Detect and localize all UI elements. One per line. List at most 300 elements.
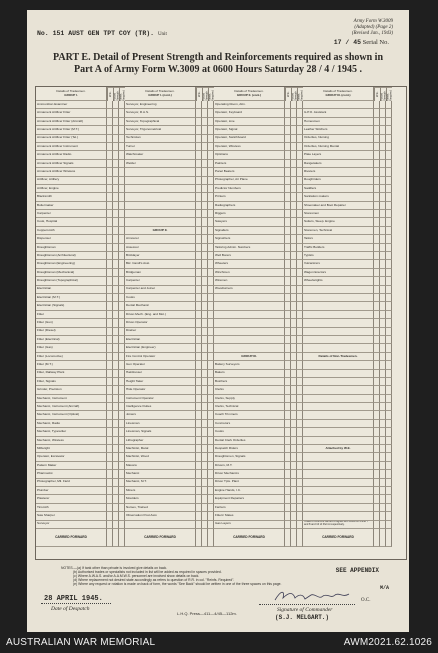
see-appendix: SEE APPENDIX bbox=[335, 567, 379, 574]
trade-cell: Gas Layers bbox=[214, 521, 285, 529]
trade-cell bbox=[125, 218, 196, 226]
trade-cell: Cooks bbox=[214, 428, 285, 436]
notes bbox=[61, 566, 361, 586]
trade-cell: Height Taker bbox=[125, 378, 196, 386]
trade-cell: Leather Stitchers bbox=[303, 126, 374, 134]
trade-cell: Masons bbox=[125, 462, 196, 470]
value-cell bbox=[386, 386, 392, 394]
trade-cell: Boilermaker bbox=[36, 202, 107, 210]
serial-value: 17 / 45 bbox=[333, 39, 362, 46]
trade-cell: Armament Artificer Wireless bbox=[36, 168, 107, 176]
trade-cell: Observation Post Asst. bbox=[125, 512, 196, 520]
header-label: Details of Tradesmen. bbox=[56, 89, 86, 94]
trade-cell: Orderlies, Nursing Mental bbox=[303, 143, 374, 151]
trade-cell: Draughtsman (Mechanical) bbox=[36, 269, 107, 277]
trade-cell bbox=[214, 344, 285, 352]
value-cell bbox=[386, 453, 392, 461]
value-cell bbox=[386, 529, 392, 547]
trade-cell: Millwright bbox=[36, 445, 107, 453]
trade-cell: Electrician (Engineer) bbox=[125, 344, 196, 352]
trade-cell bbox=[214, 328, 285, 336]
despatch-line bbox=[41, 603, 111, 604]
trade-cell: Fitters' Mates bbox=[214, 512, 285, 520]
trade-cell: Artificer, Artillery bbox=[36, 177, 107, 185]
title-line: Part A of Army Form W.3009 at 0600 Hours Saturday 28 / 4 / 1945 . bbox=[73, 64, 363, 75]
trade-cell bbox=[214, 319, 285, 327]
trade-cell: Fitter (M.T.) bbox=[36, 361, 107, 369]
value-cell bbox=[386, 403, 392, 411]
trade-cell: Drivers, M.T. bbox=[214, 462, 285, 470]
trade-cell: Dental Clerk Orderlies bbox=[214, 437, 285, 445]
trade-cell: Mechanic bbox=[125, 470, 196, 478]
trade-cell: Fitter (Electrical) bbox=[36, 336, 107, 344]
trade-cell bbox=[303, 361, 374, 369]
trade-cell: Artificer, Engine bbox=[36, 185, 107, 193]
form-page bbox=[27, 10, 409, 632]
trade-cell: Tinsmith bbox=[36, 504, 107, 512]
form-ref-line: (Adapted) (Page 2) bbox=[354, 25, 393, 30]
trade-cell: Armourer bbox=[125, 235, 196, 243]
trade-cell: Butchers bbox=[214, 378, 285, 386]
trade-cell: Painters bbox=[214, 160, 285, 168]
trade-cell: Bridgeman bbox=[125, 269, 196, 277]
carried-forward: CARRIED FORWARD bbox=[214, 529, 285, 547]
trade-cell: Rangetakers bbox=[303, 160, 374, 168]
trade-cell: Technician bbox=[125, 135, 196, 143]
trade-cell: Surveyor, Engineering bbox=[125, 101, 196, 109]
trade-cell: Operator, Keyboard bbox=[214, 109, 285, 117]
trade-cell bbox=[303, 395, 374, 403]
trade-cell bbox=[303, 336, 374, 344]
trade-cell: Driver Mechanics bbox=[214, 470, 285, 478]
trade-cell bbox=[125, 210, 196, 218]
value-cell bbox=[386, 311, 392, 319]
value-cell bbox=[386, 210, 392, 218]
trade-cell bbox=[303, 344, 374, 352]
trade-cell: Armament Artificer Fitter (Aircraft) bbox=[36, 118, 107, 126]
signature-label: Signature of Commander bbox=[277, 607, 333, 613]
trade-cell: G.P.O. Assistant bbox=[303, 109, 374, 117]
trade-cell: Concretors bbox=[214, 420, 285, 428]
sub-header: W.E. bbox=[285, 87, 291, 101]
trade-cell bbox=[125, 193, 196, 201]
value-cell bbox=[386, 101, 392, 109]
trade-cell: Coppersmith bbox=[36, 227, 107, 235]
trade-cell: Mechanic, Radio bbox=[36, 420, 107, 428]
value-cell bbox=[386, 344, 392, 352]
value-cell bbox=[386, 521, 392, 529]
trade-cell bbox=[125, 177, 196, 185]
trade-cell: Operating Room, Attn. bbox=[214, 101, 285, 109]
trade-cell: Electrician bbox=[125, 336, 196, 344]
value-cell bbox=[386, 151, 392, 159]
trade-cell: Electrician (M.T.) bbox=[36, 294, 107, 302]
trade-cell bbox=[303, 512, 374, 520]
page-title bbox=[39, 52, 397, 76]
trade-cell bbox=[303, 328, 374, 336]
note: (d) Where replacement not desired state accordingly as refers to question of R.R. in col. "Reinfs. Required". bbox=[73, 578, 235, 582]
trade-cell: Engine Hands, I.C. bbox=[214, 487, 285, 495]
trade-cell bbox=[303, 411, 374, 419]
trade-cell: Radiographers bbox=[214, 202, 285, 210]
trade-cell: Gun Operator bbox=[125, 361, 196, 369]
value-cell bbox=[386, 336, 392, 344]
trade-cell: Riggers bbox=[214, 210, 285, 218]
archive-id: AWM2021.62.1026 bbox=[343, 637, 432, 648]
trade-cell: Fitter, Signals bbox=[36, 378, 107, 386]
form-reference bbox=[303, 19, 393, 37]
trade-cell: GROUP III. bbox=[214, 353, 285, 361]
unit-suffix: Unit bbox=[157, 32, 167, 37]
trade-cell: Mechanic, Instrument (Aircraft) bbox=[36, 403, 107, 411]
trade-cell: Surveyor, R.A.S. bbox=[125, 109, 196, 117]
trade-cell: Totals of columns carried to agree with columns 4 and 7 and 8 and 10 of Part A respectively. bbox=[303, 521, 374, 529]
trade-cell: Vulcanizers bbox=[303, 260, 374, 268]
trade-cell: Mechanic, Typewriter bbox=[36, 428, 107, 436]
sub-header: Posted Strength. bbox=[380, 87, 386, 101]
trade-cell: Pattern Maker bbox=[36, 462, 107, 470]
sub-header: Posted Strength. bbox=[291, 87, 297, 101]
value-cell bbox=[386, 160, 392, 168]
note: (b) Authorised trades or specialists not included in list will be added as required in spaces provided. bbox=[73, 570, 222, 574]
trade-cell: Operator, Wireless bbox=[214, 143, 285, 151]
column-header bbox=[125, 87, 196, 101]
value-cell bbox=[386, 177, 392, 185]
trade-cell: Fitter (Gas) bbox=[36, 344, 107, 352]
trade-cell: Clerks, Technical bbox=[214, 403, 285, 411]
value-cell bbox=[386, 445, 392, 453]
trade-cell: Operator, Signal bbox=[214, 126, 285, 134]
header-label: Details of Tradesmen. bbox=[323, 89, 353, 94]
trade-cell: Plasterer bbox=[36, 495, 107, 503]
trade-cell: Driver-Mech. (Eng. and Mot.) bbox=[125, 311, 196, 319]
trade-cell: Signwriters bbox=[214, 235, 285, 243]
header-group: GROUP III. (cont.) bbox=[325, 92, 351, 97]
sub-header: W.E. bbox=[196, 87, 202, 101]
trade-cell: Carpenter and Joiner bbox=[125, 286, 196, 294]
sub-header: Posted Strength. bbox=[202, 87, 208, 101]
sub-header: W.E. bbox=[107, 87, 113, 101]
note: NOTES.—(a) If tank other than private is involved give details on back. bbox=[61, 566, 168, 570]
trade-cell: Operator, Line bbox=[214, 118, 285, 126]
value-cell bbox=[386, 328, 392, 336]
trade-cell bbox=[303, 487, 374, 495]
value-cell bbox=[386, 126, 392, 134]
trade-cell: Instrument Operator bbox=[125, 395, 196, 403]
trade-cell: Fitter (Locomotive) bbox=[36, 353, 107, 361]
trade-cell: Watchmaker bbox=[125, 151, 196, 159]
trade-cell: Mechanic, M.T. bbox=[125, 479, 196, 487]
handwritten-stamp: M/A bbox=[379, 585, 389, 591]
trade-cell: Pharmacist bbox=[36, 470, 107, 478]
trade-cell bbox=[303, 420, 374, 428]
value-cell bbox=[386, 185, 392, 193]
trade-cell: Clerks bbox=[214, 386, 285, 394]
trade-cell: Cooks bbox=[125, 294, 196, 302]
trade-cell: Joiners bbox=[125, 411, 196, 419]
trade-cell bbox=[214, 336, 285, 344]
trade-cell: Armament Artificer Fitter (M.T.) bbox=[36, 126, 107, 134]
trade-cell: Hide Operator bbox=[125, 386, 196, 394]
print-reference: L.H.Q. Press—411—4/45—112m. bbox=[177, 611, 237, 616]
trade-cell: Photographer, Air Plane bbox=[214, 177, 285, 185]
trade-cell: Carpenter bbox=[125, 277, 196, 285]
value-cell bbox=[386, 277, 392, 285]
sub-header: Reinfs. Required. bbox=[119, 87, 125, 101]
trade-cell: Linesman bbox=[125, 420, 196, 428]
trade-cell: Saddlers bbox=[303, 185, 374, 193]
header-group: GROUP I. bbox=[64, 92, 78, 97]
trade-cell: Homesmen bbox=[303, 118, 374, 126]
trade-cell bbox=[303, 311, 374, 319]
trade-cell: Fitter, Railway Plant bbox=[36, 370, 107, 378]
trade-cell: Welder bbox=[125, 160, 196, 168]
value-cell bbox=[386, 487, 392, 495]
trade-cell: Orderlies, Nursing bbox=[303, 135, 374, 143]
trade-cell: Plumber bbox=[36, 487, 107, 495]
trade-cell bbox=[303, 470, 374, 478]
trade-cell: Well Borers bbox=[214, 252, 285, 260]
value-cell bbox=[386, 286, 392, 294]
value-cell bbox=[386, 260, 392, 268]
trade-cell: Driver Tpts. Plant bbox=[214, 479, 285, 487]
trade-cell: Turner bbox=[125, 143, 196, 151]
trade-cell: Wagon Erectors bbox=[303, 269, 374, 277]
trade-cell: Battery Surveyors bbox=[214, 361, 285, 369]
trade-cell: Armament Artificer Fitter (Tel.) bbox=[36, 135, 107, 143]
value-cell bbox=[386, 370, 392, 378]
trade-cell bbox=[303, 378, 374, 386]
unit-value: 151 AUST GEN TPT COY (TR). bbox=[52, 30, 155, 37]
value-cell bbox=[386, 252, 392, 260]
trade-cell: Winchmen bbox=[214, 269, 285, 277]
trade-cell bbox=[125, 202, 196, 210]
value-cell bbox=[386, 395, 392, 403]
trade-cell bbox=[214, 302, 285, 310]
trade-cell bbox=[303, 101, 374, 109]
header-label: Details of Tradesmen. bbox=[234, 89, 264, 94]
trade-cell: Armament Artificer Fitter bbox=[36, 109, 107, 117]
value-cell bbox=[386, 193, 392, 201]
header-group: GROUP II. (cont.) bbox=[236, 92, 262, 97]
trade-cell: Opticians bbox=[214, 151, 285, 159]
trade-cell: Predictor Numbers bbox=[214, 185, 285, 193]
value-cell bbox=[386, 361, 392, 369]
trade-cell: Signallers bbox=[214, 227, 285, 235]
trade-cell bbox=[303, 495, 374, 503]
trade-cell: Sawyers bbox=[214, 218, 285, 226]
trade-cell bbox=[303, 437, 374, 445]
trade-cell: Surveyor bbox=[36, 521, 107, 529]
value-cell bbox=[386, 235, 392, 243]
trade-cell: Storemen, Technical bbox=[303, 227, 374, 235]
trade-cell bbox=[303, 479, 374, 487]
column-header bbox=[214, 87, 285, 101]
column-header bbox=[303, 87, 374, 101]
trade-cell: Woodturners bbox=[214, 286, 285, 294]
archive-footer bbox=[0, 632, 438, 653]
trade-cell bbox=[303, 319, 374, 327]
trade-cell bbox=[303, 403, 374, 411]
trade-cell bbox=[303, 302, 374, 310]
trade-cell: Moulders bbox=[125, 495, 196, 503]
trade-cell bbox=[125, 168, 196, 176]
value-cell bbox=[386, 269, 392, 277]
trade-cell: Wheelwrights bbox=[303, 277, 374, 285]
trade-cell: Machinist, Metal bbox=[125, 445, 196, 453]
trade-cell: Ammunition Examiner bbox=[36, 101, 107, 109]
trade-cell: Draughtsman (Architectural) bbox=[36, 252, 107, 260]
trade-cell: Printers bbox=[214, 193, 285, 201]
column-header bbox=[36, 87, 107, 101]
header-label: Details of Tradesmen. bbox=[145, 89, 175, 94]
value-cell bbox=[386, 512, 392, 520]
trade-cell: Armament Artificer Signals bbox=[36, 160, 107, 168]
signature-line bbox=[259, 604, 355, 605]
value-cell bbox=[386, 294, 392, 302]
trade-cell: Draughtsmen, Signals bbox=[214, 453, 285, 461]
value-cell bbox=[386, 319, 392, 327]
value-cell bbox=[386, 227, 392, 235]
trade-cell bbox=[303, 462, 374, 470]
value-cell bbox=[386, 302, 392, 310]
trade-cell: Sanitation makers bbox=[303, 193, 374, 201]
trade-cell bbox=[303, 386, 374, 394]
trade-cell: Machinist, Wood bbox=[125, 453, 196, 461]
trade-cell: Assessor bbox=[125, 244, 196, 252]
note: (c) Where A.W.A.S. and/or A.A.M.W.S. personnel are involved show details on back. bbox=[73, 574, 200, 578]
trade-cell: Mechanic, Instrument bbox=[36, 395, 107, 403]
trade-cell bbox=[214, 311, 285, 319]
trade-cell: Mechanic, Instrument (Optical) bbox=[36, 411, 107, 419]
unit-line bbox=[37, 31, 167, 38]
trade-cell: Despatch Riders bbox=[214, 445, 285, 453]
trade-cell: Fire Control Operator bbox=[125, 353, 196, 361]
trade-cell: Tailors bbox=[303, 235, 374, 243]
value-cell bbox=[386, 109, 392, 117]
value-cell bbox=[386, 378, 392, 386]
trade-cell: Surveyor, Topographical bbox=[125, 118, 196, 126]
value-cell bbox=[386, 218, 392, 226]
serial-number bbox=[334, 40, 389, 46]
trade-cell: Storesmen bbox=[303, 210, 374, 218]
header-group: GROUP I. (cont.) bbox=[148, 92, 172, 97]
trade-cell: Draughtsman bbox=[36, 244, 107, 252]
trade-cell bbox=[303, 428, 374, 436]
trade-cell: Saw Sharper bbox=[36, 512, 107, 520]
value-cell bbox=[386, 420, 392, 428]
value-cell bbox=[386, 168, 392, 176]
carried-forward: CARRIED FORWARD bbox=[303, 529, 374, 547]
trade-cell: Bricklayer bbox=[125, 252, 196, 260]
value-cell bbox=[386, 143, 392, 151]
trade-cell: Surveyor, Trigonometrical bbox=[125, 126, 196, 134]
trade-cell: Riveters bbox=[303, 168, 374, 176]
sub-header: Posted Strength. bbox=[113, 87, 119, 101]
trade-cell: Shoemaker and Boot Repairer bbox=[303, 202, 374, 210]
trade-cell: Wheelers bbox=[214, 260, 285, 268]
trade-cell: Roughriders bbox=[303, 177, 374, 185]
commander-name: (S.J. MELGART.) bbox=[275, 614, 330, 621]
trade-cell: Draughtsman (Topographical) bbox=[36, 277, 107, 285]
trade-cell: Grinder, Precision bbox=[36, 386, 107, 394]
value-cell bbox=[386, 462, 392, 470]
trade-cell: Dental Mechanic bbox=[125, 302, 196, 310]
trade-cell: Bakers bbox=[214, 370, 285, 378]
trade-cell: Attached by W.E. bbox=[303, 445, 374, 453]
unit-prefix: No. bbox=[37, 30, 49, 37]
trade-cell: Lithographer bbox=[125, 437, 196, 445]
trade-cell: Bkr. Candl's Asst. bbox=[125, 260, 196, 268]
trade-cell: Linesman, Signals bbox=[125, 428, 196, 436]
trade-cell bbox=[303, 504, 374, 512]
value-cell bbox=[386, 202, 392, 210]
value-cell bbox=[386, 470, 392, 478]
sub-header: Reinfs. Required. bbox=[386, 87, 392, 101]
trade-cell: Cook, Hospital bbox=[36, 218, 107, 226]
value-cell bbox=[386, 479, 392, 487]
trade-cell: Hairdresser bbox=[125, 370, 196, 378]
form-ref-line: Army Form W.3009 bbox=[353, 19, 393, 24]
value-cell bbox=[386, 428, 392, 436]
trade-cell: Driver-Operator bbox=[125, 319, 196, 327]
archive-name: AUSTRALIAN WAR MEMORIAL bbox=[6, 637, 156, 648]
despatch-label: Date of Despatch bbox=[51, 606, 90, 612]
trade-cell: Fitter (Diesel) bbox=[36, 328, 107, 336]
trade-cell bbox=[303, 370, 374, 378]
trade-cell: Equipment Repairers bbox=[214, 495, 285, 503]
value-cell bbox=[386, 411, 392, 419]
trade-cell: Armament Artificer Instrument bbox=[36, 143, 107, 151]
trade-cell: Operator, Switchboard bbox=[214, 135, 285, 143]
trade-cell: Carpenter bbox=[36, 210, 107, 218]
trade-cell: Operator, Excavator bbox=[36, 453, 107, 461]
trade-cell: Drainer bbox=[125, 328, 196, 336]
oc-label: O.C. bbox=[361, 598, 371, 603]
strength-table bbox=[35, 86, 407, 560]
trade-cell bbox=[214, 294, 285, 302]
trade-cell: Photographer, Mil. Field bbox=[36, 479, 107, 487]
trade-cell bbox=[303, 453, 374, 461]
trade-cell: Plate Layers bbox=[303, 151, 374, 159]
trade-cell: Draughtsman (Engineering) bbox=[36, 260, 107, 268]
trade-cell: Electrician bbox=[36, 286, 107, 294]
carried-forward: CARRIED FORWARD bbox=[36, 529, 107, 547]
commander-signature bbox=[273, 588, 353, 604]
trade-cell: Wiremen bbox=[214, 277, 285, 285]
trade-cell bbox=[303, 286, 374, 294]
form-ref-line: (Revised Jan., 1943) bbox=[351, 31, 393, 36]
trade-cell: Panel Beaters bbox=[214, 168, 285, 176]
trade-cell bbox=[125, 521, 196, 529]
trade-cell: Typists bbox=[303, 252, 374, 260]
trade-cell: Details of Non-Tradesmen. bbox=[303, 353, 374, 361]
trade-cell: Blacksmith bbox=[36, 193, 107, 201]
trade-cell: Dispenser bbox=[36, 235, 107, 243]
value-cell bbox=[386, 504, 392, 512]
trade-cell: Intelligence Duties bbox=[125, 403, 196, 411]
note: (e) Where any request or rotation is made on back of form, the words "See Back" should be written in one of the three spaces on this page. bbox=[73, 582, 282, 586]
trade-cell: Coach Trimmers bbox=[214, 411, 285, 419]
trade-cell: Sutlers, Steep. Engine bbox=[303, 218, 374, 226]
trade-cell: Farriers bbox=[214, 504, 285, 512]
trade-cell bbox=[303, 294, 374, 302]
value-cell bbox=[386, 437, 392, 445]
carried-forward: CARRIED FORWARD bbox=[125, 529, 196, 547]
sub-header: Reinfs. Required. bbox=[208, 87, 214, 101]
trade-cell: Nurses, Trained bbox=[125, 504, 196, 512]
sub-header: W.E. bbox=[374, 87, 380, 101]
